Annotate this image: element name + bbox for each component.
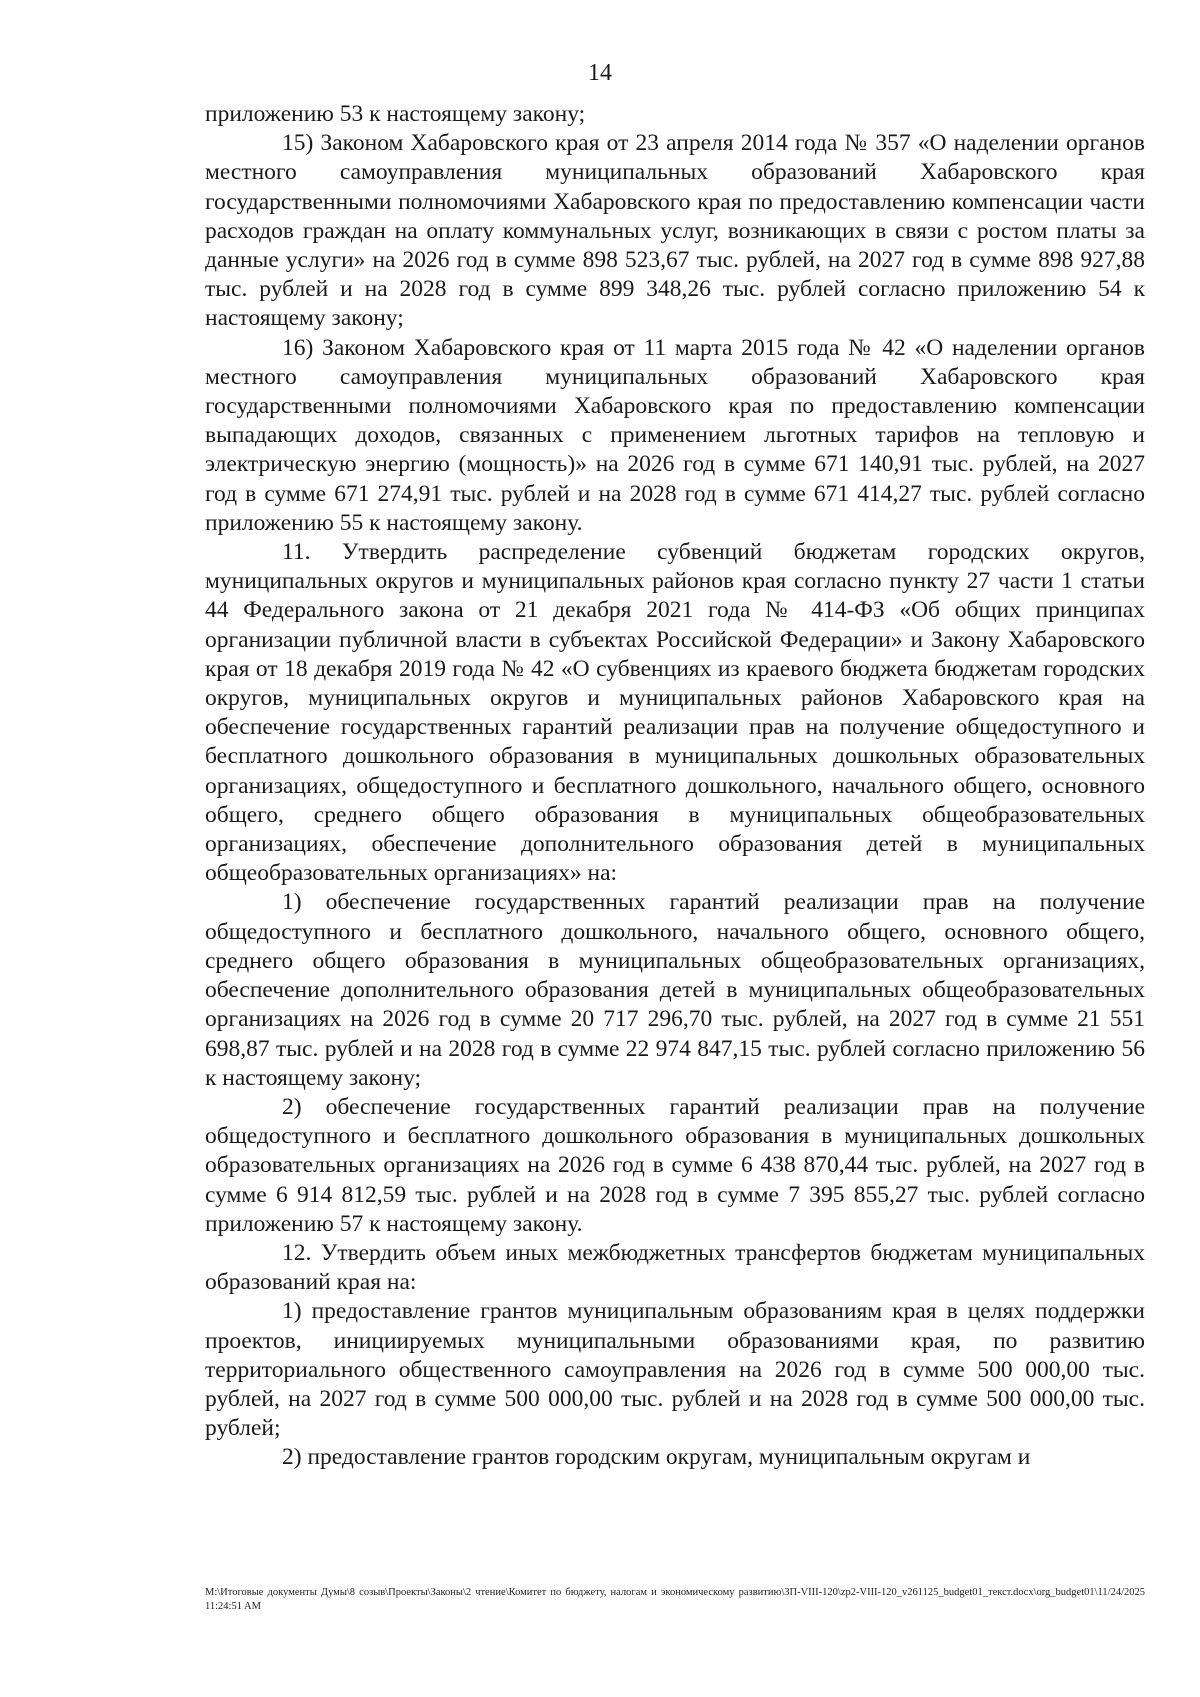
paragraph-section-11-item-1: 1) обеспечение государственных гарантий реализации прав на получение общедоступного и бесплатного дошкольного, начального общего, основного общего, среднего общего образования в муниципальных общеобразовательных организациях, обеспечение дополнительного образования детей в муниципальных общеобразовательных организациях на 2026 год в сумме 20 717 296,70 тыс. рублей, на 2027 год в сумме 21 551 698,87 тыс. рублей и на 2028 год в сумме 22 974 847,15 тыс. рублей согласно приложению 56 к настоящему закону; — [205, 889, 1145, 1091]
paragraph-section-12-item-2: 2) предоставление грантов городским округам, муниципальным округам и — [282, 1444, 1031, 1471]
page-number: 14 — [588, 60, 612, 86]
paragraph-section-11: 11. Утвердить распределение субвенций бюджетам городских округов, муниципальных округов и муниципальных районов края согласно пункту 27 части 1 статьи 44 Федерального закона от 21 декабря 2021 года № 414-ФЗ «Об общих принципах организации публичной власти в субъектах Российской Федерации» и Закону Хабаровского края от 18 декабря 2019 года № 42 «О субвенциях из краевого бюджета бюджетам городских округов, муниципальных округов и муниципальных районов Хабаровского края на обеспечение государственных гарантий реализации прав на получение общедоступного и бесплатного дошкольного образования в муниципальных дошкольных образовательных организациях, общедоступного и бесплатного дошкольного, начального общего, основного общего, среднего общего образования в муниципальных общеобразовательных организациях, обеспечение дополнительного образования детей в муниципальных общеобразовательных организациях» на: — [205, 539, 1145, 887]
paragraph-section-12-item-1: 1) предоставление грантов муниципальным образованиям края в целях поддержки проектов, инициируемых муниципальными образованиями края, по развитию территориального общественного самоуправления на 2026 год в сумме 500 000,00 тыс. рублей, на 2027 год в сумме 500 000,00 тыс. рублей и на 2028 год в сумме 500 000,00 тыс. рублей; — [205, 1298, 1145, 1442]
paragraph-section-11-item-2: 2) обеспечение государственных гарантий реализации прав на получение общедоступного и бесплатного дошкольного образования в муниципальных дошкольных образовательных организациях на 2026 год в сумме 6 438 870,44 тыс. рублей, на 2027 год в сумме 6 914 812,59 тыс. рублей и на 2028 год в сумме 7 395 855,27 тыс. рублей согласно приложению 57 к настоящему закону. — [205, 1093, 1145, 1237]
paragraph-item-15: 15) Законом Хабаровского края от 23 апреля 2014 года № 357 «О наделении органов местного самоуправления муниципальных образований Хабаровского края государственными полномочиями Хабаровского края по предоставлению компенсации части расходов граждан на оплату коммунальных услуг, возникающих в связи с ростом платы за данные услуги» на 2026 год в сумме 898 523,67 тыс. рублей, на 2027 год в сумме 898 927,88 тыс. рублей и на 2028 год в сумме 899 348,26 тыс. рублей согласно приложению 54 к настоящему закону; — [205, 130, 1145, 332]
paragraph-item-16: 16) Законом Хабаровского края от 11 марта 2015 года № 42 «О наделении органов местного самоуправления муниципальных образований Хабаровского края государственными полномочиями Хабаровского края по предоставлению компенсации выпадающих доходов, связанных с применением льготных тарифов на тепловую и электрическую энергию (мощность)» на 2026 год в сумме 671 140,91 тыс. рублей, на 2027 год в сумме 671 274,91 тыс. рублей и на 2028 год в сумме 671 414,27 тыс. рублей согласно приложению 55 к настоящему закону. — [205, 334, 1145, 536]
paragraph-continuation: приложению 53 к настоящему закону; — [205, 101, 586, 127]
paragraph-section-12: 12. Утвердить объем иных межбюджетных трансфертов бюджетам муниципальных образований края на: — [205, 1239, 1145, 1296]
document-body — [205, 100, 1145, 1473]
footer-file-path: М:\Итоговые документы Думы\8 созыв\Проекты\Законы\2 чтение\Комитет по бюджету, налогам и экономическому развитию\ЗП-VIII-120\zp2-VIII-120_v261125_budget01_текст.docx\org_budget01\11/24/2025 11:24:51 AM — [205, 1587, 1145, 1612]
